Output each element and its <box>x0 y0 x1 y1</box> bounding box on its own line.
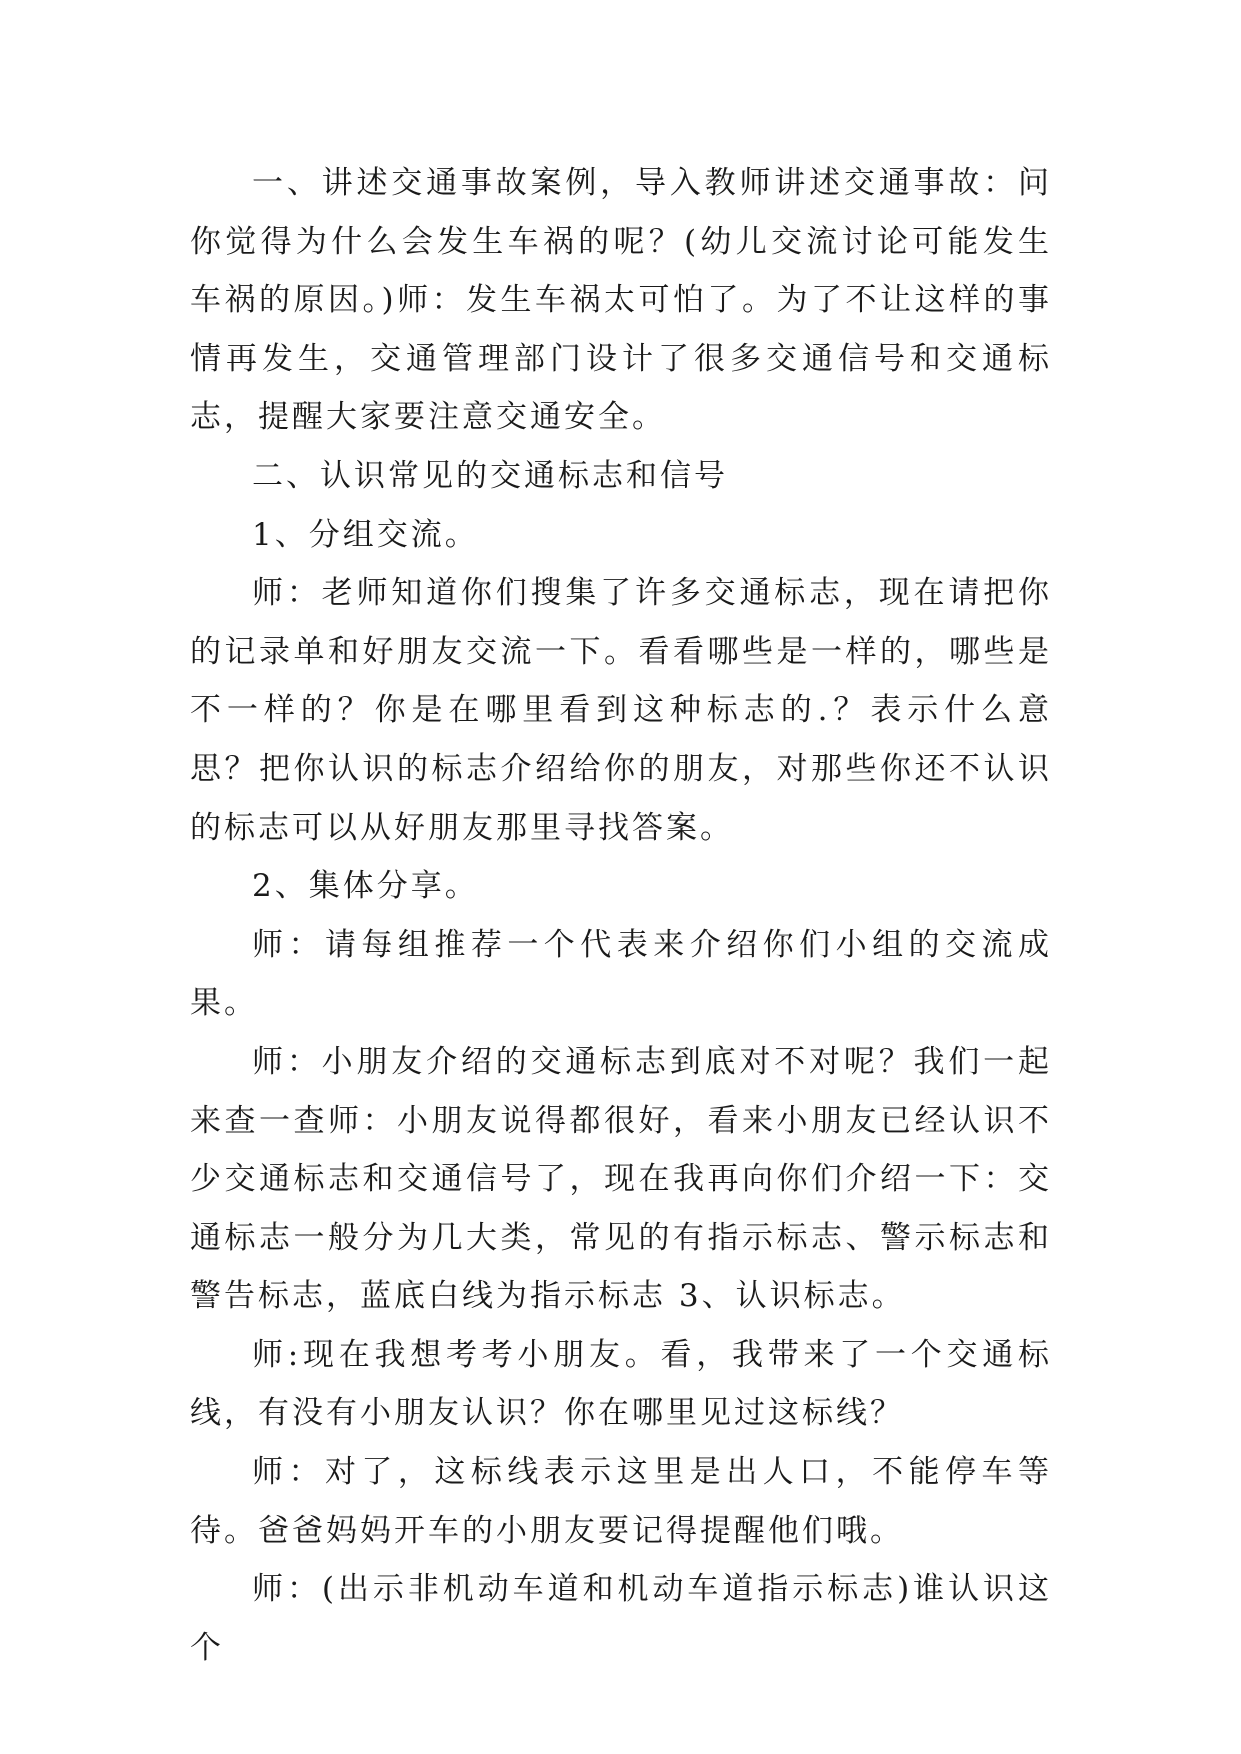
paragraph-teacher-recommend: 师：请每组推荐一个代表来介绍你们小组的交流成果。 <box>190 926 1052 1022</box>
paragraph-teacher-collect-signs: 师：老师知道你们搜集了许多交通标志，现在请把你的记录单和好朋友交流一下。看看哪些是一样的，哪些是不一样的？你是在哪里看到这种标志的.？表示什么意思？把你认识的标志介绍给你的朋友，对那些你还不认识的标志可以从好朋友那里寻找答案。 <box>190 575 1052 846</box>
paragraph-group-exchange-heading: 1、分组交流。 <box>252 516 479 553</box>
paragraph-teacher-lane-signs: 师：(出示非机动车道和机动车道指示标志)谁认识这个 <box>190 1571 1052 1666</box>
paragraph-teacher-exit-marking: 师：对了，这标线表示这里是出人口，不能停车等待。爸爸妈妈开车的小朋友要记得提醒他们哦。 <box>190 1454 1052 1549</box>
paragraph-teacher-sign-categories: 师：小朋友介绍的交通标志到底对不对呢？我们一起来查一查师：小朋友说得都很好，看来小朋友已经认识不少交通标志和交通信号了，现在我再向你们介绍一下：交通标志一般分为几大类，常见的有指示标志、警示标志和警告标志，蓝底白线为指示标志 3、认识标志。 <box>190 1043 1052 1315</box>
paragraph-section-two-heading: 二、认识常见的交通标志和信号 <box>252 457 728 494</box>
paragraph-accident-intro: 一、讲述交通事故案例，导入教师讲述交通事故：问你觉得为什么会发生车祸的呢？(幼儿交流讨论可能发生车祸的原因。)师：发生车祸太可怕了。为了不让这样的事情再发生，交通管理部门设计了很多交通信号和交通标志，提醒大家要注意交通安全。 <box>190 165 1052 436</box>
paragraph-teacher-road-marking: 师:现在我想考考小朋友。看，我带来了一个交通标线，有没有小朋友认识？你在哪里见过这标线？ <box>190 1336 1052 1432</box>
paragraph-group-share-heading: 2、集体分享。 <box>252 868 479 905</box>
document-body <box>190 154 1052 1677</box>
